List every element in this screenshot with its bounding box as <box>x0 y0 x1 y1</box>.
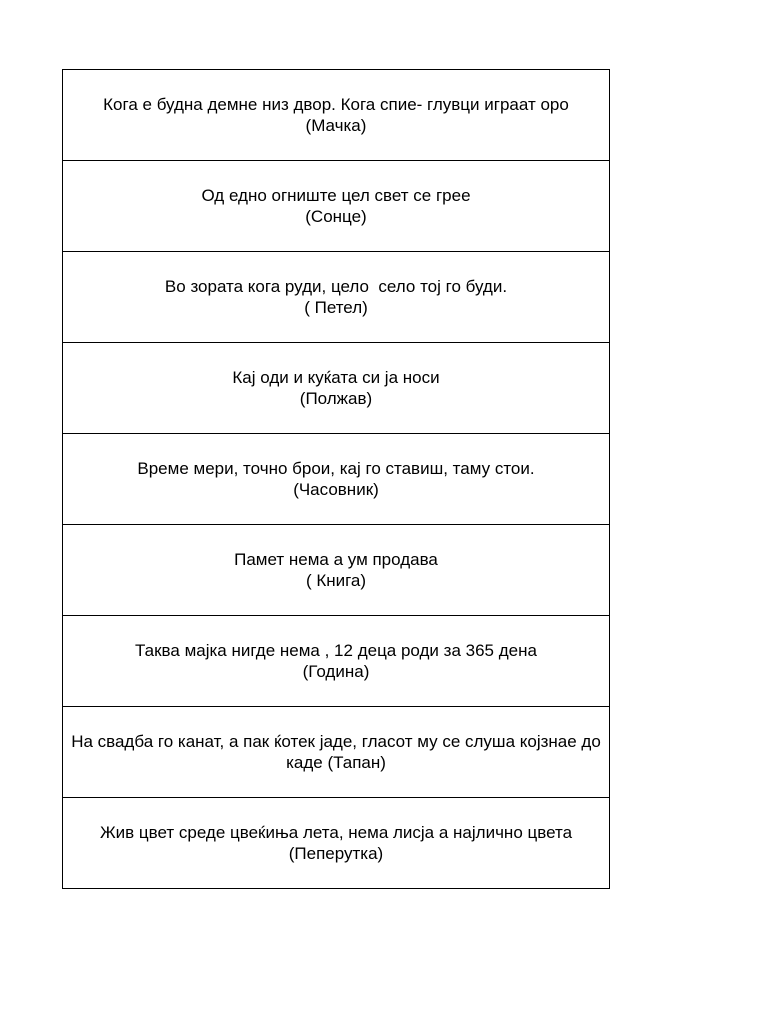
riddle-cell <box>63 707 610 798</box>
table-row <box>63 616 610 707</box>
table-row <box>63 798 610 889</box>
riddle-text: На свадба го канат, а пак ќотек јаде, гласот му се слуша којзнае до каде <box>71 732 601 772</box>
table-row <box>63 70 610 161</box>
riddle-text: Кога е будна демне низ двор. Кога спие- глувци играат оро <box>103 95 569 114</box>
riddle-text: Кај оди и куќата си ја носи <box>232 368 440 387</box>
table-row <box>63 252 610 343</box>
riddle-table <box>62 69 610 889</box>
riddle-answer: ( Книга) <box>305 571 367 590</box>
riddle-text: Од едно огниште цел свет се грее <box>201 186 471 205</box>
riddle-text: Жив цвет среде цвеќиња лета, нема лисја а најлично цвета <box>99 823 573 842</box>
riddle-cell <box>63 616 610 707</box>
riddle-answer: ( Петел) <box>304 298 368 317</box>
riddle-answer: (Тапан) <box>327 753 386 772</box>
riddle-cell <box>63 161 610 252</box>
table-row <box>63 707 610 798</box>
riddle-answer: (Часовник) <box>293 480 379 499</box>
riddle-cell <box>63 434 610 525</box>
riddle-text: Таква мајка нигде нема , 12 деца роди за 365 дена <box>135 641 537 660</box>
riddle-answer: (Полжав) <box>299 389 373 408</box>
riddle-cell <box>63 525 610 616</box>
riddle-cell <box>63 70 610 161</box>
riddle-text-with-answer <box>71 732 601 772</box>
riddle-text: Во зората кога руди, цело село тој го буди. <box>164 277 508 296</box>
riddle-text: Време мери, точно брои, кај го ставиш, таму стои. <box>137 459 535 478</box>
riddle-cell <box>63 798 610 889</box>
table-row <box>63 434 610 525</box>
riddle-answer: (Година) <box>302 662 370 681</box>
riddle-cell <box>63 252 610 343</box>
riddle-text: Памет нема а ум продава <box>234 550 438 569</box>
table-row <box>63 525 610 616</box>
table-row <box>63 161 610 252</box>
table-row <box>63 343 610 434</box>
riddle-answer: (Мачка) <box>305 116 367 135</box>
riddle-answer: (Сонце) <box>305 207 367 226</box>
riddle-answer: (Пеперутка) <box>288 844 384 863</box>
riddle-cell <box>63 343 610 434</box>
